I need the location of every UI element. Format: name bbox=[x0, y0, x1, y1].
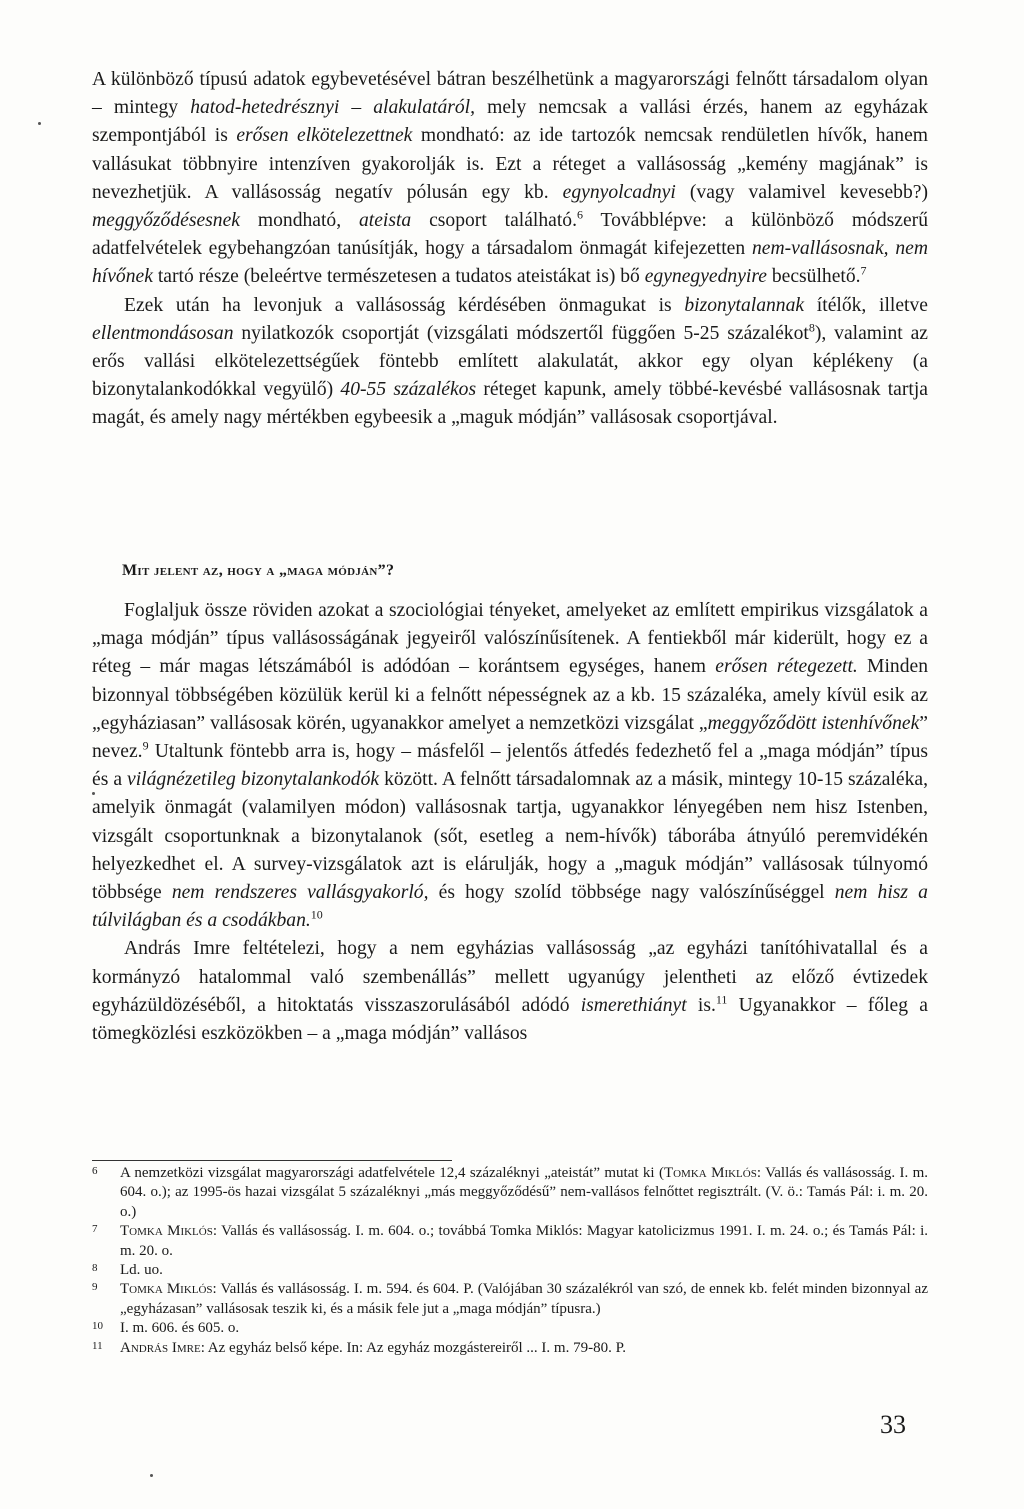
italic-run: erősen rétegezett. bbox=[715, 656, 858, 678]
footnote-number: 7 bbox=[92, 1223, 98, 1236]
text-run: mondható, bbox=[240, 210, 359, 232]
footnote-number: 8 bbox=[92, 1262, 98, 1275]
text-run: mely nemcsak a vallási érzés, hanem az egyházak szempontjából is bbox=[92, 97, 929, 147]
italic-run: erősen elkötelezettnek bbox=[236, 125, 413, 147]
paragraph-2 bbox=[92, 292, 928, 433]
italic-run: nem hisz a túlvilágban és a csodákban. bbox=[92, 882, 928, 932]
italic-run: meggyőződött istenhívőnek bbox=[707, 712, 920, 734]
text-run: Vallás és vallásosság. I. m. 604. o.; továbbá Tomka Miklós: Magyar katolicizmus 1991. I. m. 24. o.; és Tamás Pál: i. m. 20. o. bbox=[120, 1223, 929, 1259]
footnote-11 bbox=[92, 1339, 928, 1358]
italic-run: 40-55 százalékos bbox=[340, 379, 477, 401]
text-run: I. m. 606. és 605. o. bbox=[120, 1320, 240, 1337]
section-heading: Mit jelent az, hogy a „maga módján”? bbox=[122, 562, 395, 579]
scan-speck bbox=[38, 122, 41, 125]
footnote-number: 6 bbox=[92, 1165, 98, 1177]
author-name: Tomka Miklós: bbox=[663, 1165, 761, 1181]
text-run: Ugyanakkor – főleg a tömegközlési eszközökben – a „maga módján” vallásos bbox=[92, 994, 928, 1045]
body-text-block bbox=[92, 66, 928, 433]
text-run: Minden bizonnyal többségében közülük kerül ki a felnőtt népességnek az a kb. 15 százaléka, amely kívül esik az „egyháziasan” vallásosak körén, ugyanakkor amelyet a nemzetközi vizsgálat „ bbox=[92, 656, 928, 734]
footnote-6 bbox=[92, 1164, 928, 1222]
section-body bbox=[92, 597, 928, 1048]
footnote-divider bbox=[92, 1160, 452, 1161]
footnote-ref[interactable]: 6 bbox=[576, 207, 583, 222]
text-run: Foglaljuk össze röviden azokat a szociológiai tényeket, amelyeket az említett empirikus vizsgálatok a „maga módján” típus vallásosságának jegyeiről valószínűsítenek. A fentiekből már kiderült, hogy ez a réteg – már magas létszámából is adódóan – korántsem egységes, hanem bbox=[92, 600, 928, 678]
text-run: tartó része (beleértve természetesen a tudatos ateistákat is) bő bbox=[152, 266, 645, 288]
footnote-text bbox=[120, 1261, 928, 1280]
footnote-ref[interactable]: 9 bbox=[142, 738, 149, 753]
author-name: Tomka Miklós: bbox=[120, 1223, 218, 1240]
text-run: réteget kapunk, amely többé-kevésbé vallásosnak tartja magát, és amely nagy mértékben egybeesik a „maguk módján” vallásosak csoportjával. bbox=[92, 379, 928, 429]
italic-run: nem-vallásosnak, nem hívőnek bbox=[92, 238, 929, 288]
text-run: A különböző típusú adatok egybevetésével bátran beszélhetünk a magyarországi felnőtt társadalom olyan – mintegy bbox=[92, 69, 928, 119]
italic-run: nem rendszeres vallásgyakorló, bbox=[171, 882, 429, 904]
footnote-number: 11 bbox=[92, 1339, 103, 1352]
text-run: is. bbox=[686, 994, 716, 1016]
italic-run: ateista bbox=[358, 210, 412, 232]
author-name: András Imre: bbox=[120, 1339, 205, 1356]
text-run: Utaltunk föntebb arra is, hogy – másfelől – jelentős átfedés fedezhető fel a „maga módján” típus és a bbox=[92, 741, 928, 791]
text-run: Vallás és vallásosság. I. m. 594. és 604. P. (Valójában 30 százalékról van szó, de ennek kb. felét minden bizonnyal az „egyházasan” vallásosak teszik ki, és a másik fele jut a „maga módján” típusra.) bbox=[120, 1281, 928, 1317]
text-run: között. A felnőtt társadalomnak az a másik, mintegy 10-15 százaléka, amelyik önmagát (valamilyen módon) vallásosnak tartja, ugyanakkor lényegében nem hisz Istenben, vizsgált csoportunknak a bizonytalanok (sőt, esetleg a nem-hívők) táborába átnyúló peremvidékén helyezkedhet el. A survey-vizsgálatok azt is elárulják, hogy a „maguk módján” vallásosak túlnyomó többsége bbox=[92, 769, 928, 904]
footnote-number: 10 bbox=[92, 1320, 103, 1333]
scan-speck bbox=[92, 792, 95, 795]
italic-run: bizonytalannak bbox=[684, 294, 805, 316]
page-number: 33 bbox=[880, 1410, 906, 1439]
text-run: ítélők, illetve bbox=[804, 294, 928, 316]
italic-run: egynyolcadnyi bbox=[562, 181, 676, 203]
text-run: A nemzetközi vizsgálat magyarországi adatfelvétele 12,4 százaléknyi „ateistát” mutat ki ( bbox=[120, 1165, 664, 1181]
paragraph-4 bbox=[92, 935, 928, 1048]
text-run: ), valamint az erős vallási elkötelezettségűek föntebb említett alakulatát, akkor egy olyan képlékeny (a bizonytalankodókkal vegyülő) bbox=[92, 322, 928, 401]
footnote-text bbox=[120, 1164, 928, 1222]
footnote-text bbox=[120, 1339, 928, 1358]
footnote-10 bbox=[92, 1319, 928, 1338]
footnote-ref[interactable]: 7 bbox=[860, 263, 867, 278]
text-run: Ezek után ha levonjuk a vallásosság kérdésében önmagukat is bbox=[124, 294, 685, 316]
paragraph-1 bbox=[92, 66, 928, 292]
text-run: Továbblépve: a különböző módszerű adatfelvételek egybehangzóan tanúsítják, hogy a társadalom önmagát kifejezetten bbox=[92, 210, 928, 260]
paragraph-3 bbox=[92, 597, 928, 935]
text-run: ” nevez. bbox=[92, 712, 928, 763]
text-run: Az egyház belső képe. In: Az egyház mozgástereiről ... I. m. 79-80. P. bbox=[204, 1339, 627, 1356]
footnote-text bbox=[120, 1222, 928, 1261]
text-run: Ld. uo. bbox=[120, 1262, 163, 1279]
footnote-9 bbox=[92, 1280, 928, 1319]
footnote-number: 9 bbox=[92, 1281, 98, 1294]
footnote-text bbox=[120, 1280, 928, 1319]
italic-run: egynegyednyire bbox=[644, 266, 767, 288]
italic-run: világnézetileg bizonytalankodók bbox=[127, 769, 380, 791]
text-run: mondható: az ide tartozók nemcsak rendületlen hívők, hanem vallásukat többnyire intenzíven gyakorolják is. Ezt a réteget a vallásosság „kemény magjának” is nevezhetjük. A vallásosság negatív pólusán egy kb. bbox=[92, 125, 929, 203]
text-run: becsülhető. bbox=[766, 266, 861, 288]
footnote-7 bbox=[92, 1222, 928, 1261]
scan-speck bbox=[150, 1474, 153, 1477]
footnote-ref[interactable]: 10 bbox=[310, 907, 323, 922]
footnotes-block bbox=[92, 1164, 928, 1358]
author-name: Tomka Miklós: bbox=[120, 1281, 217, 1298]
italic-run: meggyőződésesnek bbox=[92, 210, 240, 232]
text-run: nyilatkozók csoportját (vizsgálati módszertől függően 5-25 százalékot bbox=[233, 322, 809, 344]
italic-run: ismerethiányt bbox=[580, 994, 687, 1016]
text-run: András Imre feltételezi, hogy a nem egyházias vallásosság „az egyházi tanítóhivatallal és a kormányzó hatalommal való szembenállás” mellett ugyanúgy jelentheti az előző évtizedek egyházüldözéséből, a hitoktatás visszaszorulásából adódó bbox=[92, 938, 928, 1016]
text-run: Vallás és vallásosság. I. m. 604. o.); az 1995-ös hazai vizsgálat 5 százaléknyi „más meggyőződésű” nem-vallásos felnőttet regisztrált. (V. ö.: Tamás Pál: i. m. 20. o.) bbox=[120, 1165, 928, 1220]
footnote-text bbox=[120, 1319, 928, 1338]
text-run: (vagy valamivel kevesebb?) bbox=[675, 181, 929, 203]
footnote-8 bbox=[92, 1261, 928, 1280]
footnote-ref[interactable]: 11 bbox=[715, 992, 728, 1007]
italic-run: hatod-hetedrésznyi – alakulatáról, bbox=[190, 97, 476, 119]
footnote-ref[interactable]: 8 bbox=[808, 320, 815, 335]
italic-run: ellentmondásosan bbox=[92, 322, 234, 344]
text-run: csoport található. bbox=[411, 210, 577, 232]
text-run: és hogy szolíd többsége nagy valószínűséggel bbox=[428, 882, 835, 904]
